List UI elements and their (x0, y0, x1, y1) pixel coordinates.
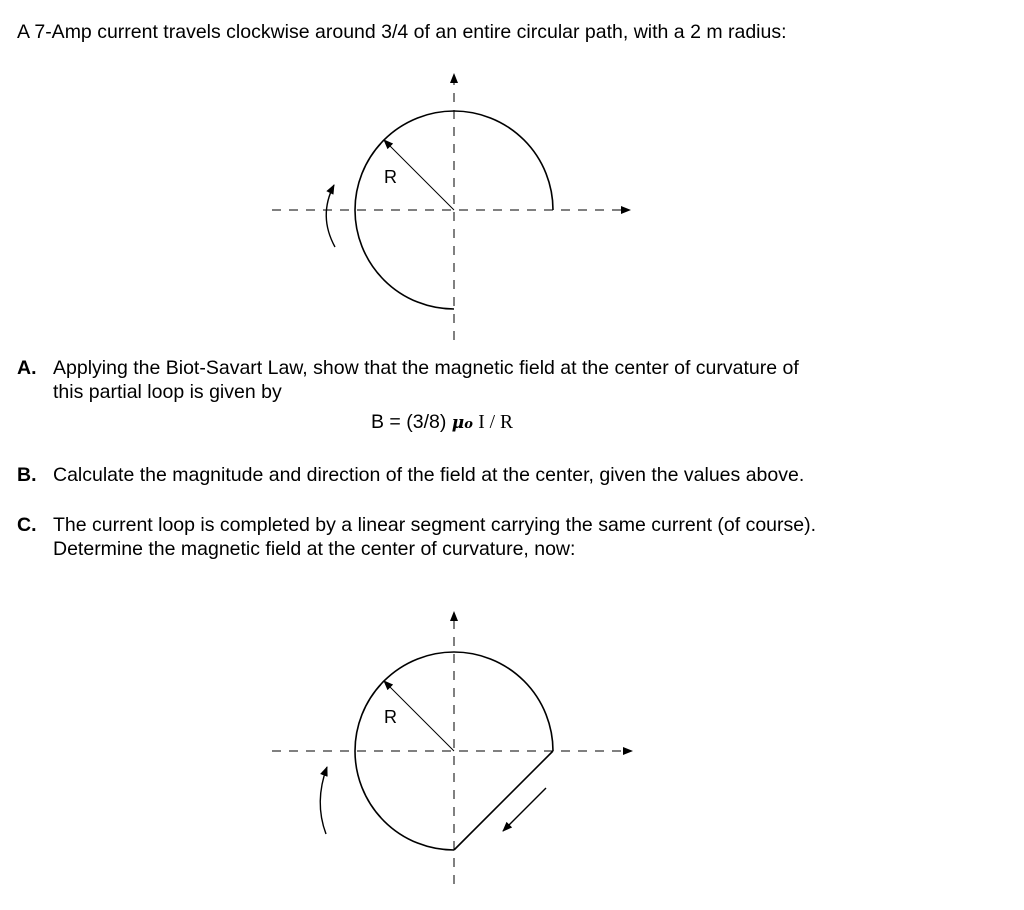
question-a-text1: Applying the Biot-Savart Law, show that the magnetic field at the center of curvature of (53, 357, 799, 379)
question-a-line2: this partial loop is given by (53, 381, 282, 403)
problem-intro: A 7-Amp current travels clockwise around 3/4 of an entire circular path, with a 2 m radius: (17, 21, 787, 43)
formula-mu-sub: o (464, 417, 473, 432)
question-c-line2: Determine the magnetic field at the center of curvature, now: (53, 538, 576, 560)
question-b-label: B. (17, 464, 37, 486)
formula-lhs: B = (3/8) (371, 411, 447, 433)
figure2-linear-segment (454, 751, 553, 850)
question-b-text1: Calculate the magnitude and direction of the field at the center, given the values above. (53, 464, 805, 486)
figure2-current-direction-arrow (320, 767, 327, 834)
question-c-label: C. (17, 514, 37, 536)
formula-rest: I / R (478, 412, 513, 433)
figure2-radius-label: R (384, 707, 397, 727)
question-a-label: A. (17, 357, 37, 379)
formula-mu: μ (451, 413, 465, 433)
question-c-text1: The current loop is completed by a linear segment carrying the same current (of course). (53, 514, 817, 536)
figure1-radius-label: R (384, 167, 397, 187)
